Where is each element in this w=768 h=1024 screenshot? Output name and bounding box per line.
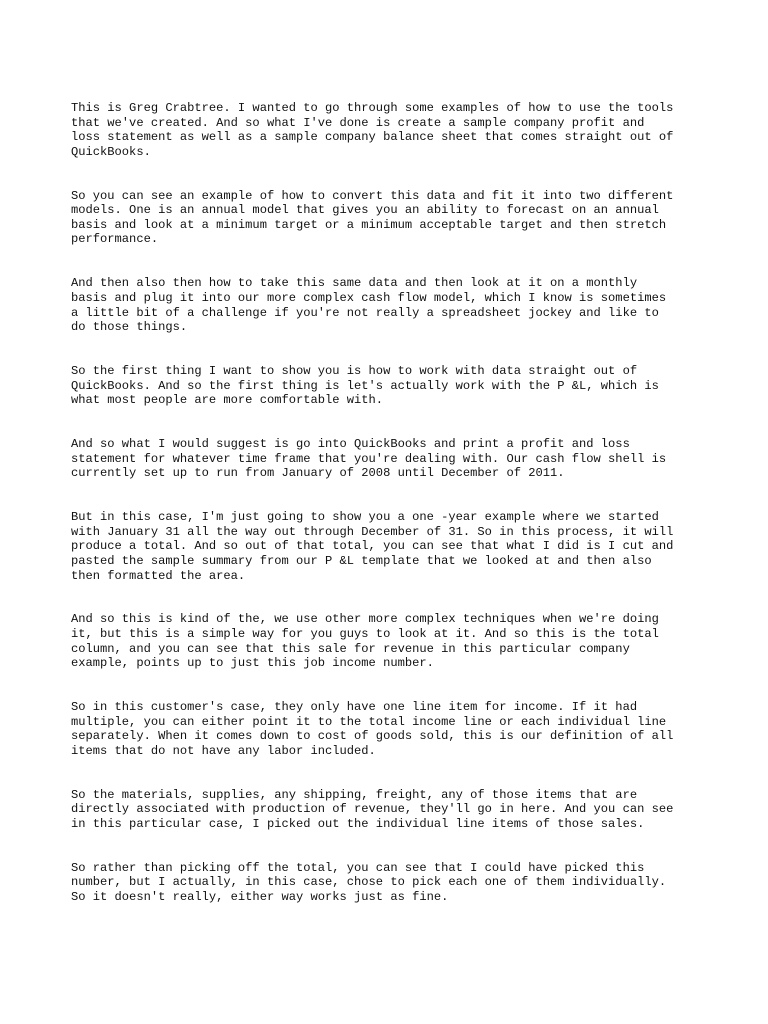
text-line: And so this is kind of the, we use other more complex techniques when we're doing xyxy=(71,612,659,627)
text-line: models. One is an annual model that gives you an ability to forecast on an annual xyxy=(71,203,659,218)
text-line: performance. xyxy=(71,232,159,247)
text-line: column, and you can see that this sale for revenue in this particular company xyxy=(71,641,630,656)
paragraph xyxy=(71,364,711,408)
text-line: currently set up to run from January of 2008 until December of 2011. xyxy=(71,466,565,481)
text-line: do those things. xyxy=(71,320,188,335)
text-line: example, points up to just this job income number. xyxy=(71,656,434,671)
text-line: loss statement as well as a sample company balance sheet that comes straight out of xyxy=(71,130,674,145)
document-body xyxy=(71,101,711,934)
text-line: And then also then how to take this same data and then look at it on a monthly xyxy=(71,276,638,291)
text-line: basis and look at a minimum target or a minimum acceptable target and then stretch xyxy=(71,217,667,232)
text-line: with January 31 all the way out through December of 31. So in this process, it will xyxy=(71,524,674,539)
paragraph xyxy=(71,437,711,481)
paragraph xyxy=(71,612,711,670)
text-line: So the first thing I want to show you is how to work with data straight out of xyxy=(71,364,638,379)
paragraph xyxy=(71,861,711,905)
text-line: This is Greg Crabtree. I wanted to go through some examples of how to use the tools xyxy=(71,101,674,115)
paragraph xyxy=(71,101,711,159)
text-line: multiple, you can either point it to the total income line or each individual line xyxy=(71,714,667,729)
text-line: But in this case, I'm just going to show you a one -year example where we started xyxy=(71,510,659,525)
text-line: basis and plug it into our more complex cash flow model, which I know is sometimes xyxy=(71,290,667,305)
paragraph xyxy=(71,189,711,247)
text-line: items that do not have any labor included. xyxy=(71,743,376,758)
paragraph xyxy=(71,700,711,758)
text-line: So rather than picking off the total, you can see that I could have picked this xyxy=(71,860,645,875)
text-line: that we've created. And so what I've done is create a sample company profit and xyxy=(71,115,645,130)
text-line: produce a total. And so out of that total, you can see that what I did is I cut and xyxy=(71,539,674,554)
text-line: And so what I would suggest is go into QuickBooks and print a profit and loss xyxy=(71,437,630,452)
paragraph xyxy=(71,276,711,334)
text-line: number, but I actually, in this case, chose to pick each one of them individually. xyxy=(71,875,667,890)
text-line: So you can see an example of how to convert this data and fit it into two different xyxy=(71,188,674,203)
text-line: it, but this is a simple way for you guys to look at it. And so this is the total xyxy=(71,627,659,642)
text-line: what most people are more comfortable with. xyxy=(71,393,384,408)
text-line: So in this customer's case, they only have one line item for income. If it had xyxy=(71,700,638,715)
text-line: QuickBooks. xyxy=(71,144,151,159)
text-line: directly associated with production of revenue, they'll go in here. And you can see xyxy=(71,802,674,817)
text-line: a little bit of a challenge if you're not really a spreadsheet jockey and like to xyxy=(71,305,659,320)
text-line: statement for whatever time frame that you're dealing with. Our cash flow shell is xyxy=(71,451,667,466)
paragraph xyxy=(71,510,711,583)
text-line: So it doesn't really, either way works just as fine. xyxy=(71,890,449,905)
text-line: So the materials, supplies, any shipping, freight, any of those items that are xyxy=(71,787,638,802)
text-line: then formatted the area. xyxy=(71,568,246,583)
text-line: QuickBooks. And so the first thing is let's actually work with the P &L, which is xyxy=(71,378,659,393)
text-line: separately. When it comes down to cost of goods sold, this is our definition of all xyxy=(71,729,674,744)
text-line: pasted the sample summary from our P &L template that we looked at and then also xyxy=(71,553,652,568)
paragraph xyxy=(71,788,711,832)
text-line: in this particular case, I picked out the individual line items of those sales. xyxy=(71,816,645,831)
